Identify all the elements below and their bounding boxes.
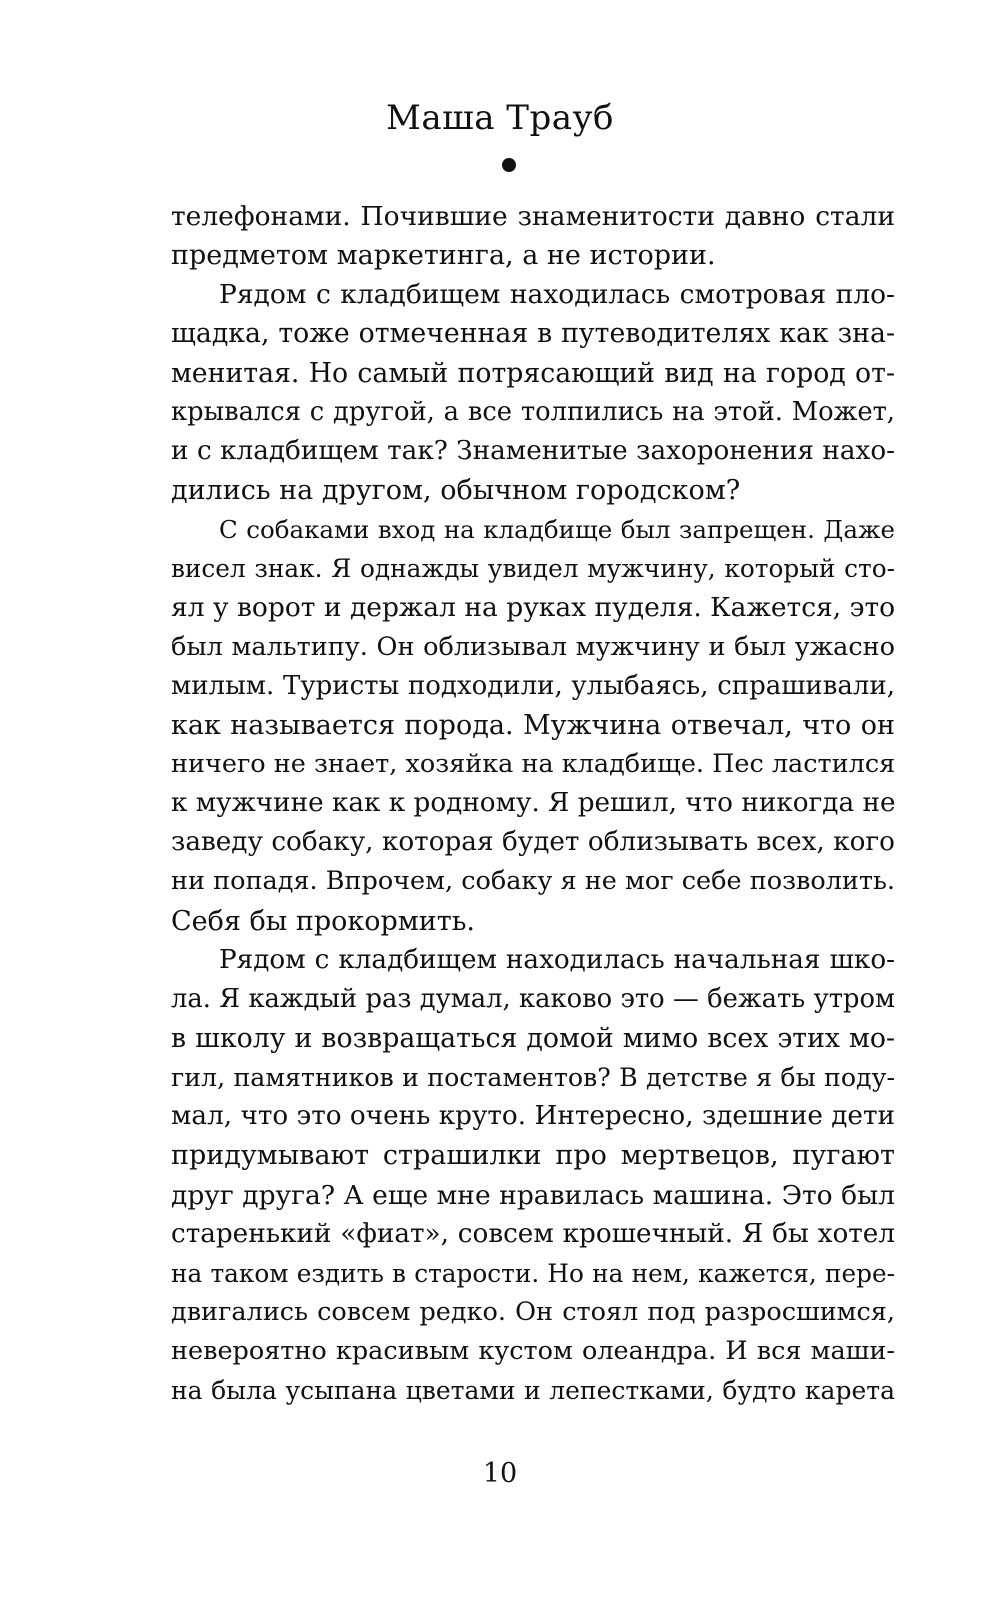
text-line: Рядом с кладбищем находилась начальная шко- <box>219 944 895 975</box>
text-line: крывался с другой, а все толпились на этой. Может, <box>171 396 895 427</box>
text-line: как называется порода. Мужчина отвечал, что он <box>171 709 895 741</box>
text-line: щадка, тоже отмеченная в путеводителях как зна- <box>171 318 895 350</box>
header-bullet-ornament <box>502 158 516 172</box>
text-line: менитая. Но самый потрясающий вид на город от- <box>171 357 895 389</box>
text-line: гил, памятников и постаментов? В детстве я бы поду- <box>171 1063 895 1093</box>
text-line: предметом маркетинга, а не истории. <box>171 240 716 272</box>
text-line: ничего не знает, хозяйка на кладбище. Пес ластился <box>171 748 896 779</box>
text-line: Рядом с кладбищем находилась смотровая пло- <box>219 279 895 311</box>
text-line: Себя бы прокормить. <box>171 905 476 937</box>
text-line: к мужчине как к родному. Я решил, что никогда не <box>171 788 896 819</box>
text-line: висел знак. Я однажды увидел мужчину, который сто- <box>171 554 895 584</box>
text-line: С собаками вход на кладбище был запрещен. Даже <box>219 515 895 545</box>
page-number: 10 <box>482 1458 518 1489</box>
text-line: заведу собаку, которая будет облизывать всех, кого <box>171 827 895 858</box>
text-line: на была усыпана цветами и лепестками, будто карета <box>171 1376 895 1406</box>
running-head-author: Маша Трауб <box>386 98 614 138</box>
body-text <box>171 197 895 1410</box>
text-line: телефонами. Почившие знаменитости давно стали <box>171 201 895 232</box>
text-line: милым. Туристы подходили, улыбаясь, спрашивали, <box>171 670 895 701</box>
text-line: дились на другом, обычном городском? <box>171 474 741 506</box>
text-line: и с кладбищем так? Знаменитые захоронения нахо- <box>171 435 895 466</box>
text-line: ла. Я каждый раз думал, каково это — бежать утром <box>171 983 895 1014</box>
text-line: ял у ворот и держал на руках пуделя. Кажется, это <box>171 592 896 624</box>
text-line: в школу и возвращаться домой мимо всех этих мо- <box>171 1022 895 1054</box>
text-line: невероятно красивым кустом олеандра. И вся маши- <box>171 1336 895 1367</box>
text-line: на таком ездить в старости. Но на нем, кажется, пере- <box>171 1258 895 1288</box>
text-line: придумывают страшилки про мертвецов, пугают <box>171 1140 895 1172</box>
text-line: мал, что это очень круто. Интересно, здешние дети <box>171 1101 895 1132</box>
text-line: старенький «фиат», совсем крошечный. Я бы хотел <box>171 1218 895 1249</box>
text-line: двигались совсем редко. Он стоял под разросшимся, <box>171 1296 895 1327</box>
text-line: друг друга? А еще мне нравилась машина. Это был <box>171 1179 895 1211</box>
text-line: ни попадя. Впрочем, собаку я не мог себе позволить. <box>171 866 895 897</box>
text-line: был мальтипу. Он облизывал мужчину и был ужасно <box>171 631 895 662</box>
